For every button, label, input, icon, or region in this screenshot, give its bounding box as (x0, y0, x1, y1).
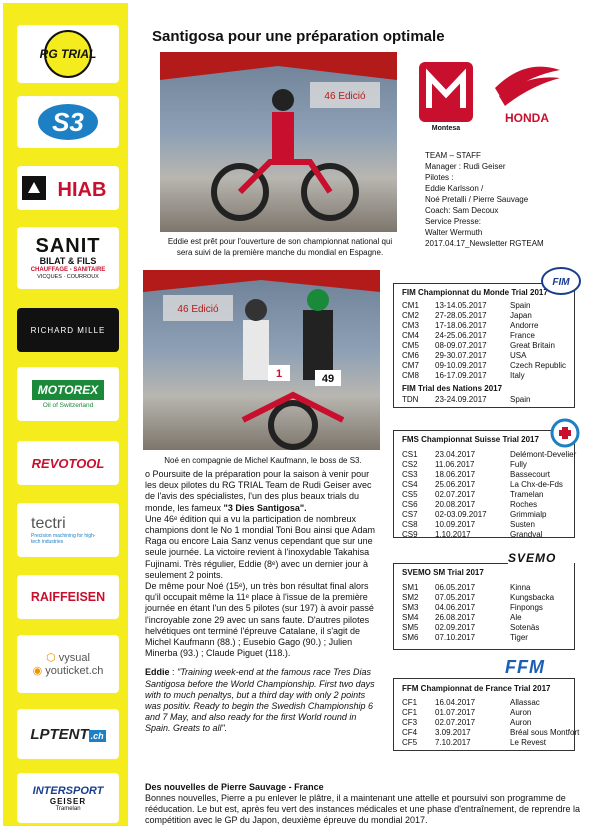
svg-text:Montesa: Montesa (431, 125, 461, 132)
news-text: Bonnes nouvelles, Pierre a pu enlever le plâtre, il a maintenant une attelle et poursuivi son programme de rééducation. Le but est, après feu vert des instances médicales et une phase d'entraînement, de reprendre la compétition avec le GP du Japon, deuxième épreuve du mondial 2017. (145, 793, 580, 825)
rg-trial-logo-icon (33, 29, 103, 79)
raiffeisen-name: RAIFFEISEN (30, 590, 106, 604)
article-quote: Eddie : "Training week-end at the famous race Tres Dias Santigosa before the World Championship. First two days with to much penaltys, but a third day with only 2 points was positiv. Ready to begin the Swedish Championship 6 and 7 May, and also ready for the first World round in Spain. Greats to all". (145, 667, 375, 734)
sponsor-intersport (17, 773, 119, 823)
tectri-sub: Precision machining for high-tech industries (31, 533, 96, 545)
richard-mille-name: RICHARD MILLE (30, 325, 106, 335)
svg-text:46 Edició: 46 Edició (177, 304, 219, 315)
intersport-sub2: Tramelan (55, 805, 81, 812)
photo-noe (143, 270, 380, 450)
youticket-icon: ◉ (32, 665, 46, 677)
riders-photo-icon (143, 270, 380, 450)
article-paragraph: De même pour Noé (15ᵉ), un très bon résultat final alors qu'il occupait même la 11ᵉ place à l'issue de la première journée en étant l'un des 5 pilotes (sur 197) à avoir passé l'incroyable zone 29 avec un sans faute. D'autres pilotes helvétiques ont terminé l'épreuve Catalane, il s'agit de Michel Kaufmann (88.) ; Eusebio Gago (90.) ; Julien Minerba (93.) ; Claude Piguet (118.). (145, 581, 374, 659)
fim-calendar: FIM Championnat du Monde Trial 2017 CM1 13-14.05.2017 Spain CM2 27-28.05.2017 Japan CM3 17-18.06.2017 Andorre CM4 24-25.06.2017 France CM5 08-09.07.2017 Great Britain CM6 29-30.07.2017 USA CM7 09-10.09.2017 Czech Republic CM8 16-17.09.2017 Italy FIM Trial des Nations 2017 TDN 23-24.09.2017 Spain (393, 283, 575, 408)
fim-title: FIM Championnat du Monde Trial 2017 (402, 288, 548, 297)
team-line: Coach: Sam Decoux (425, 206, 499, 215)
sponsor-richard-mille (17, 308, 119, 352)
sponsor-vysual (17, 635, 119, 693)
sponsor-s3 (17, 96, 119, 148)
ffm-calendar: FFM Championnat de France Trial 2017 CF1 16.04.2017 Allassac CF1 01.07.2017 Auron CF3 02.07.2017 Auron CF4 3.09.2017 Bréal sous Montfort CF5 7.10.2017 Le Revest (393, 678, 575, 751)
svg-text:RG TRIAL: RG TRIAL (39, 47, 97, 61)
team-line: Pilotes : (425, 173, 454, 182)
team-line: Noé Pretalli / Pierre Sauvage (425, 195, 529, 204)
svg-text:S3: S3 (52, 107, 84, 137)
sponsor-hiab (17, 166, 119, 210)
team-staff (425, 150, 544, 249)
sponsor-lptent (17, 709, 119, 759)
sanit-sub1: BILAT & FILS (39, 255, 97, 266)
team-line: Eddie Karlsson / (425, 184, 484, 193)
hiab-logo-icon (20, 173, 116, 203)
youticket-name: ◉ youticket.ch (32, 665, 104, 677)
fim-badge-icon (540, 266, 582, 296)
nations-title: FIM Trial des Nations 2017 (402, 384, 503, 393)
sponsor-motorex (17, 367, 119, 421)
motorex-sub: Oil of Switzerland (42, 401, 94, 409)
vysual-name: ⬡ vysual (46, 652, 90, 664)
sanit-sub2: CHAUFFAGE - SANITAIRE (30, 266, 106, 273)
intersport-name: INTERSPORT (32, 784, 104, 797)
sponsor-tectri (17, 503, 119, 557)
ffm-title: FFM Championnat de France Trial 2017 (402, 684, 551, 693)
svemo-badge: SVEMO (508, 551, 574, 565)
sanit-name: SANIT (35, 234, 101, 257)
svemo-title: SVEMO SM Trial 2017 (402, 568, 484, 577)
brand-logos (415, 58, 565, 134)
svg-text:HIAB: HIAB (57, 179, 107, 201)
motorex-name: MOTOREX (32, 380, 104, 400)
ffm-badge: FFM (505, 656, 573, 678)
team-line: Walter Wermuth (425, 228, 483, 237)
team-line: Manager : Rudi Geiser (425, 162, 506, 171)
svg-text:46 Edició: 46 Edició (324, 91, 366, 102)
honda-logo-icon (495, 67, 560, 125)
sponsor-rg-trial (17, 25, 119, 83)
photo-eddie (160, 52, 397, 232)
fms-title: FMS Championnat Suisse Trial 2017 (402, 435, 539, 444)
sponsor-raiffeisen (17, 575, 119, 619)
caption-eddie: Eddie est prêt pour l'ouverture de son championnat national qui sera suivi de la première manche du mondial en Espagne. (167, 237, 393, 257)
intersport-sub1: GEISER (49, 796, 87, 806)
revotool-name: REVOTOOL (31, 455, 105, 471)
sanit-sub3: VICQUES · COURROUX (37, 273, 99, 280)
rider-photo-icon (160, 52, 397, 232)
svemo-calendar: SVEMO SM Trial 2017 SM1 06.05.2017 Kinna SM2 07.05.2017 Kungsbacka SM3 04.06.2017 Finpongs SM4 26.08.2017 Ale SM5 02.09.2017 Sotenäs SM6 07.10.2017 Tiger (393, 563, 575, 650)
sponsor-sidebar (3, 3, 128, 826)
news-section (145, 782, 585, 826)
team-line: TEAM – STAFF (425, 151, 481, 160)
tectri-name: tectri (31, 515, 66, 532)
montesa-logo-icon (419, 62, 473, 132)
sponsor-revotool (17, 441, 119, 485)
fms-calendar: FMS Championnat Suisse Trial 2017 CS1 23.04.2017 Delémont-Develier CS2 11.06.2017 Fully CS3 18.06.2017 Bassecourt CS4 25.06.2017 La Chx-de-Fds CS5 02.07.2017 Tramelan CS6 20.08.2017 Roches CS7 02-03.09.2017 Grimmialp CS8 10.09.2017 Susten CS9 1.10.2017 Grandval (393, 430, 575, 538)
article-paragraph: o Poursuite de la préparation pour la saison à venir pour les deux pilotes du RG TRIAL Team de Rudi Geiser avec de l'avis des spécialistes, l'un des plus beaux trials du monde, les fameux "3 Dies Santigosa". (145, 469, 372, 513)
lptent-name: LPTENT .ch (30, 725, 104, 743)
team-line: Service Presse: (425, 217, 482, 226)
vysual-icon: ⬡ (46, 652, 59, 664)
fms-badge-icon (548, 418, 582, 448)
article-paragraph: Une 46ᵉ édition qui a vu la participation de nombreux champions dont le No 1 mondial Toni Bou ainsi que Adam Raga ou encore Laia Sanz venus cependant que sur une seule journée. La victoire revient à l'inoxydable Takahisa Fujinami. Très régulier, Eddie (8ᵉ) avec un dernier jour à seulement 2 points. (145, 513, 375, 580)
team-line: 2017.04.17_Newsletter RGTEAM (425, 239, 544, 248)
article-body (145, 469, 375, 735)
news-title: Des nouvelles de Pierre Sauvage - France (145, 782, 324, 792)
caption-noe: Noé en compagnie de Michel Kaufmann, le boss de S3. (164, 456, 362, 465)
s3-logo-icon (33, 100, 103, 144)
svg-text:1: 1 (275, 368, 283, 380)
sponsor-sanit (17, 227, 119, 289)
page-title: Santigosa pour une préparation optimale (152, 28, 445, 45)
svg-text:FIM: FIM (552, 277, 570, 288)
svg-text:HONDA: HONDA (505, 111, 549, 125)
svg-text:49: 49 (321, 373, 335, 385)
